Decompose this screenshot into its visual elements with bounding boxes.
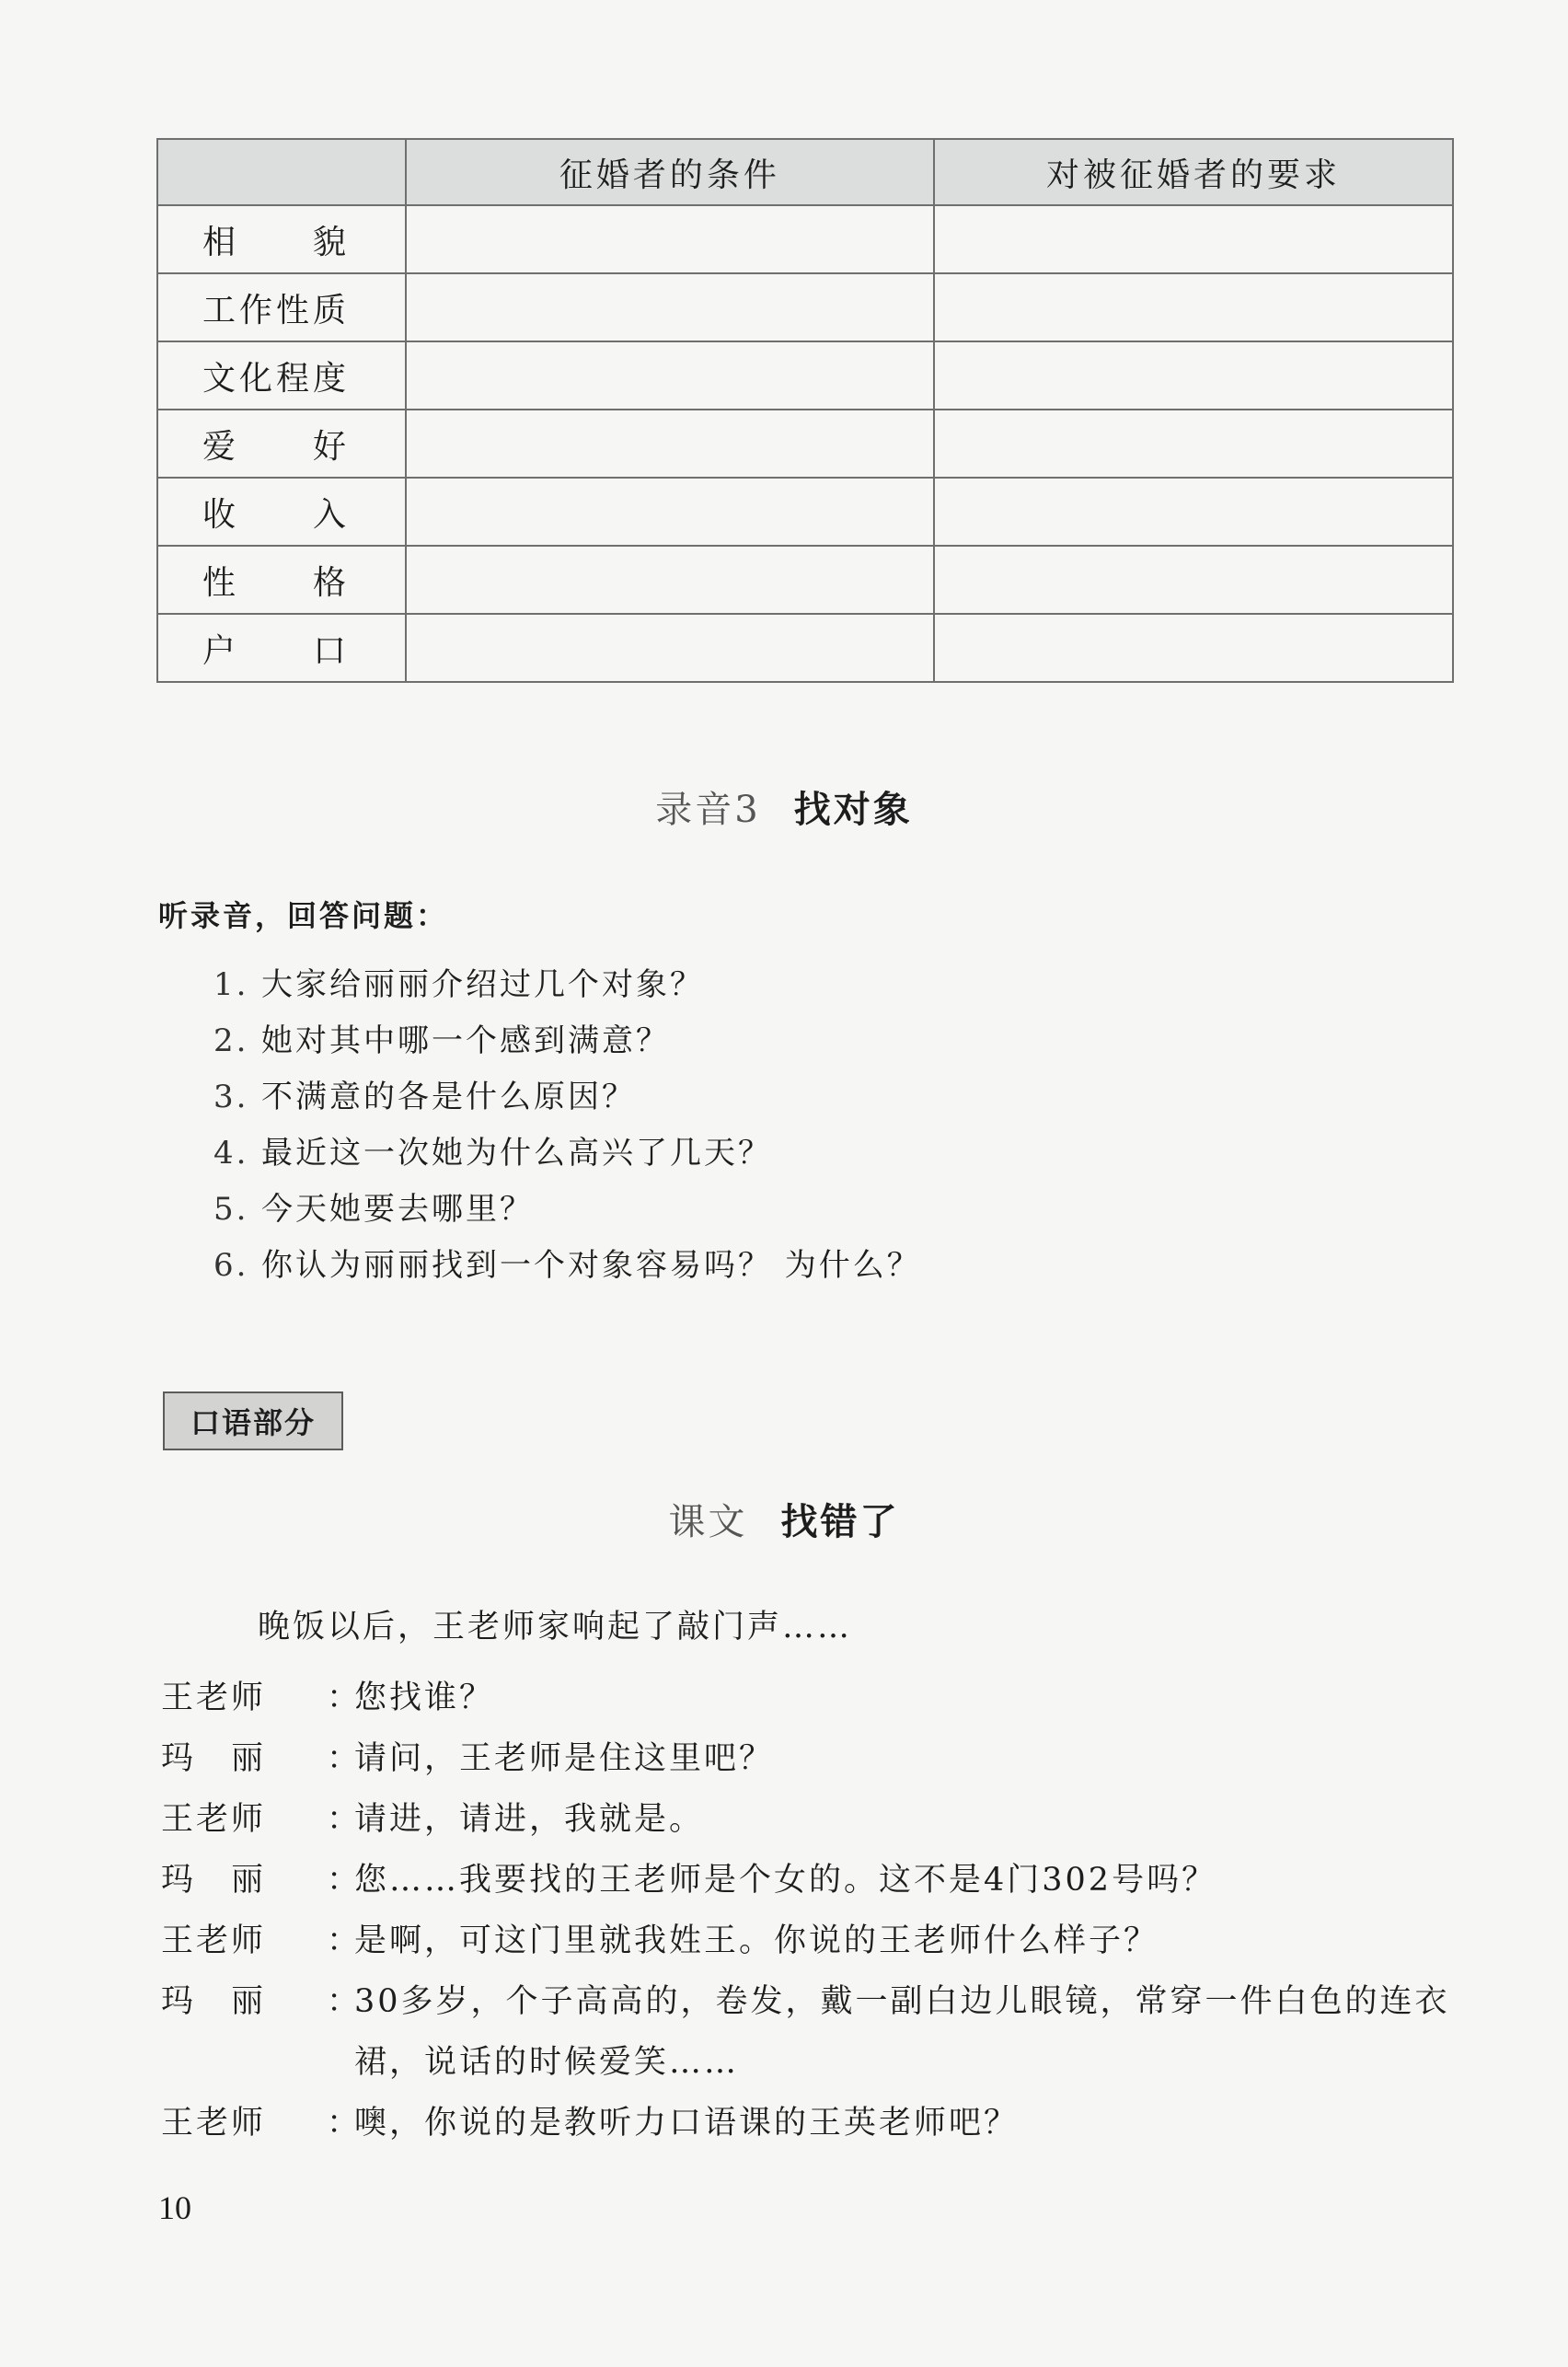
question-number: 6. [213, 1247, 249, 1284]
dialogue-line: 王老师 ： 噢，你说的是教听力口语课的王英老师吧？ [161, 2093, 1468, 2153]
row-label-personality: 性 格 [157, 546, 406, 614]
table-cell [934, 614, 1453, 682]
row-label-hukou: 户 口 [157, 614, 406, 682]
question-number: 4. [213, 1135, 249, 1172]
speech-text: 是啊，可这门里就我姓王。你说的王老师什么样子？ [354, 1922, 1159, 1959]
question-text: 不满意的各是什么原因？ [261, 1079, 636, 1115]
table-row [157, 478, 1453, 546]
table-cell [406, 205, 934, 273]
table-header-partner-requirements: 对被征婚者的要求 [934, 139, 1453, 205]
row-label-hobbies: 爱 好 [157, 410, 406, 478]
question-text: 大家给丽丽介绍过几个对象？ [261, 966, 704, 1003]
speaker-name: 王老师 [161, 1801, 267, 1838]
list-item [213, 957, 921, 1013]
speech-text: 您……我要找的王老师是个女的。这不是4门302号吗？ [354, 1862, 1217, 1899]
table-row [157, 273, 1453, 341]
table-cell [406, 410, 934, 478]
table-cell [406, 478, 934, 546]
table-header-blank [157, 139, 406, 205]
question-text: 她对其中哪一个感到满意？ [261, 1022, 670, 1059]
lesson-prefix: 课文 [668, 1501, 748, 1543]
oral-section-label: 口语部分 [163, 1391, 343, 1450]
speech-text: 噢，你说的是教听力口语课的王英老师吧？ [354, 2105, 1020, 2142]
table-header-row [157, 139, 1453, 205]
table-cell [934, 546, 1453, 614]
list-item [213, 1069, 921, 1126]
listening-instruction: 听录音，回答问题： [158, 898, 449, 933]
question-number: 3. [213, 1079, 249, 1115]
table-cell [934, 410, 1453, 478]
table-row [157, 410, 1453, 478]
question-text: 今天她要去哪里？ [261, 1191, 534, 1228]
speech-text: 30多岁，个子高高的，卷发，戴一副白边儿眼镜，常穿一件白色的连衣裙，说话的时候爱笑…… [354, 1983, 1450, 2081]
lesson-heading [0, 1493, 1568, 1545]
list-item [213, 1013, 921, 1069]
dialogue-line: 王老师 ： 您找谁？ [161, 1668, 1468, 1728]
lesson-title: 找错了 [780, 1501, 900, 1543]
recording-prefix: 录音3 [655, 789, 761, 831]
dialogue-line: 王老师 ： 是啊，可这门里就我姓王。你说的王老师什么样子？ [161, 1911, 1468, 1971]
table-cell [934, 205, 1453, 273]
table-row [157, 614, 1453, 682]
marriage-conditions-table [156, 138, 1454, 683]
question-number: 1. [213, 966, 249, 1003]
dialogue [161, 1668, 1468, 2153]
speech-text: 请进，请进，我就是。 [354, 1801, 705, 1838]
list-item [213, 1238, 921, 1294]
recording-title: 找对象 [793, 789, 913, 831]
page-number: 10 [158, 2189, 191, 2226]
speech-text: 您找谁？ [354, 1680, 495, 1716]
row-label-job-type: 工作性质 [157, 273, 406, 341]
table-cell [406, 546, 934, 614]
table-cell [406, 614, 934, 682]
table-cell [934, 478, 1453, 546]
speaker-name: 王老师 [161, 2105, 267, 2142]
table-row [157, 546, 1453, 614]
speaker-name: 王老师 [161, 1922, 267, 1959]
question-number: 5. [213, 1191, 249, 1228]
lesson-intro: 晚饭以后，王老师家响起了敲门声…… [258, 1609, 853, 1645]
row-label-appearance: 相 貌 [157, 205, 406, 273]
speech-text: 请问，王老师是住这里吧？ [354, 1740, 775, 1777]
dialogue-line: 玛 丽 ： 您……我要找的王老师是个女的。这不是4门302号吗？ [161, 1850, 1468, 1911]
speaker-name: 玛 丽 [161, 1983, 267, 2020]
speaker-name: 王老师 [161, 1680, 267, 1716]
speaker-name: 玛 丽 [161, 1740, 267, 1777]
table-row [157, 205, 1453, 273]
table-cell [406, 341, 934, 410]
table-cell [934, 341, 1453, 410]
list-item [213, 1126, 921, 1182]
question-text: 最近这一次她为什么高兴了几天？ [261, 1135, 772, 1172]
table-cell [934, 273, 1453, 341]
dialogue-line: 玛 丽 ： 30多岁，个子高高的，卷发，戴一副白边儿眼镜，常穿一件白色的连衣裙，说话的时候爱笑…… [161, 1971, 1468, 2093]
recording-heading [0, 780, 1568, 833]
table-cell [406, 273, 934, 341]
list-item [213, 1182, 921, 1238]
dialogue-line: 王老师 ： 请进，请进，我就是。 [161, 1789, 1468, 1850]
row-label-income: 收 入 [157, 478, 406, 546]
dialogue-line: 玛 丽 ： 请问，王老师是住这里吧？ [161, 1728, 1468, 1789]
row-label-education: 文化程度 [157, 341, 406, 410]
question-text: 你认为丽丽找到一个对象容易吗？ 为什么？ [261, 1247, 921, 1284]
table-header-seeker-conditions: 征婚者的条件 [406, 139, 934, 205]
speaker-name: 玛 丽 [161, 1862, 267, 1899]
question-list [213, 957, 921, 1294]
question-number: 2. [213, 1022, 249, 1059]
table-row [157, 341, 1453, 410]
